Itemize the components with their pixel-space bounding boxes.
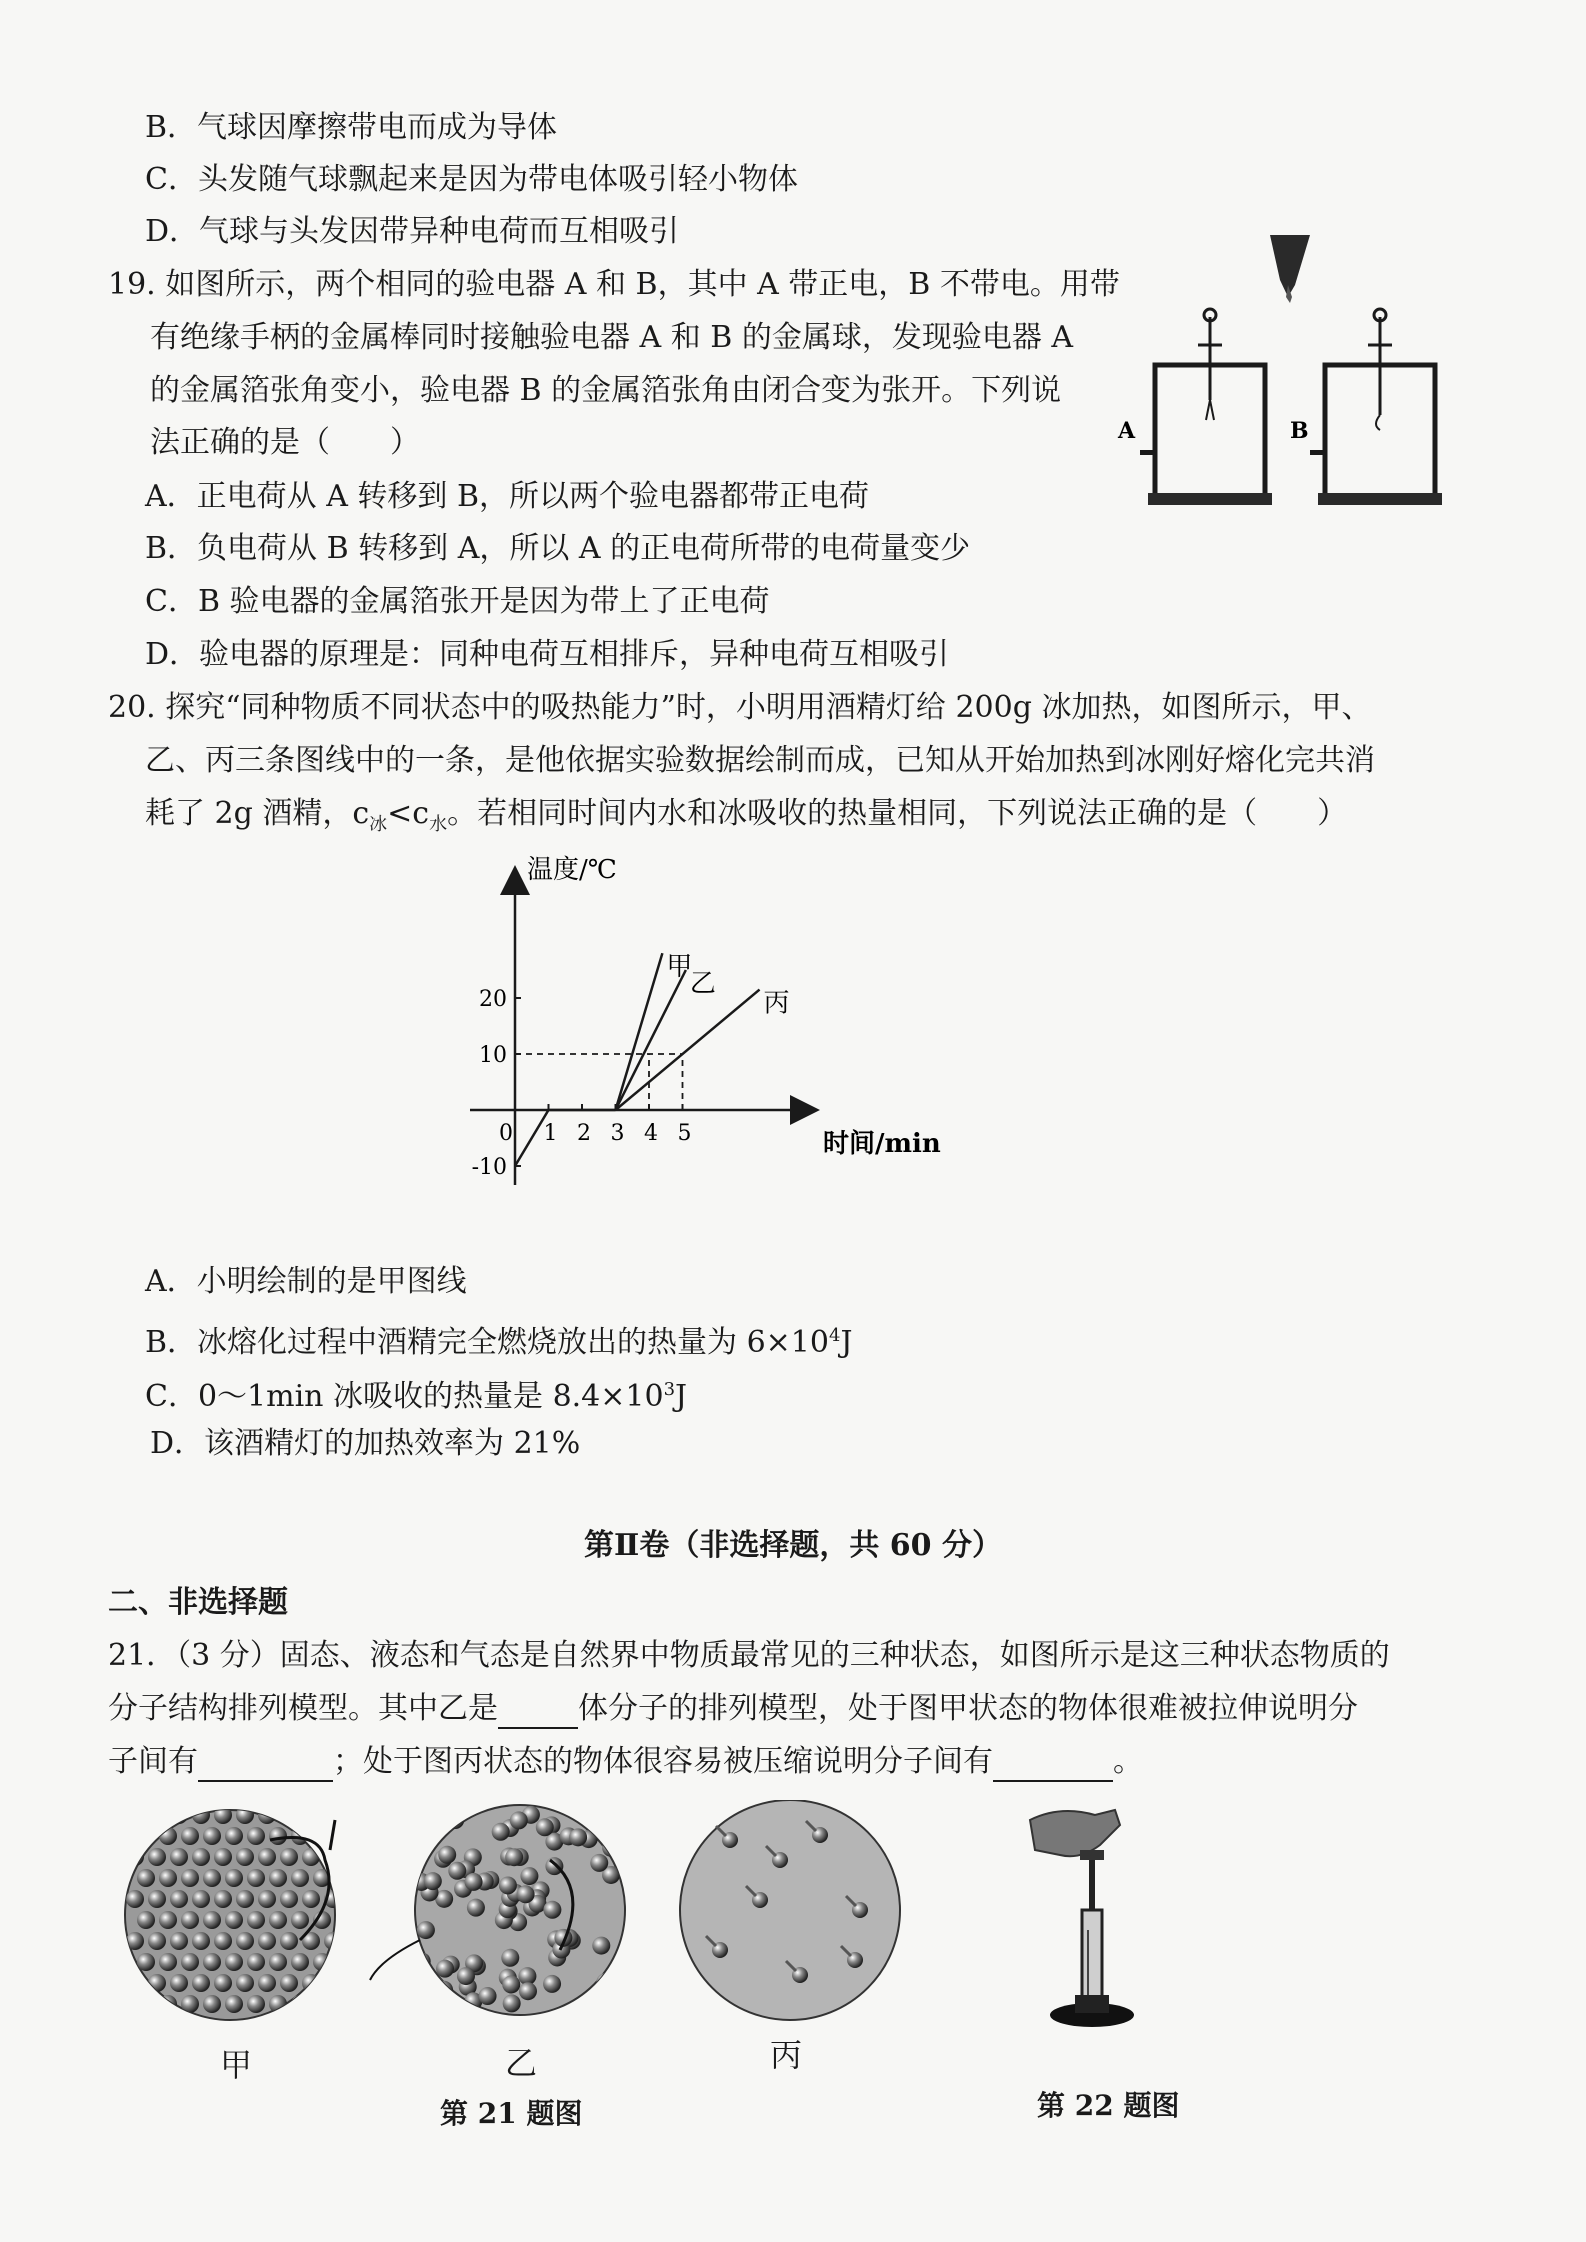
molecule-ball xyxy=(313,1995,331,2013)
molecule-ball xyxy=(269,1953,287,1971)
molecule-ball xyxy=(448,1862,466,1880)
molecule-ball xyxy=(324,1974,342,1992)
molecule-ball xyxy=(258,1932,276,1950)
x-tick-label: 3 xyxy=(610,1121,625,1146)
molecule-ball xyxy=(427,1986,445,2004)
figure-label-jia: 甲 xyxy=(220,2046,253,2084)
molecule-ball xyxy=(203,1953,221,1971)
gas-model xyxy=(680,1800,900,2020)
molecule-ball xyxy=(424,1872,442,1890)
molecule-ball xyxy=(445,1998,463,2016)
liquid-model xyxy=(370,1801,625,2017)
molecule-ball xyxy=(291,1911,309,1929)
molecule-ball xyxy=(137,1953,155,1971)
molecule-ball xyxy=(258,1974,276,1992)
x-axis-label: 时间/min xyxy=(823,1129,941,1159)
molecule-ball xyxy=(510,1811,528,1829)
molecule-ball xyxy=(258,1848,276,1866)
molecule-ball xyxy=(126,1806,144,1824)
molecule-ball xyxy=(416,1832,434,1850)
x-tick-label: 1 xyxy=(543,1121,558,1146)
molecule-ball xyxy=(280,1848,298,1866)
molecule-ball xyxy=(192,1974,210,1992)
electroscope-b xyxy=(1310,309,1442,505)
answer-blank-1[interactable] xyxy=(498,1697,578,1729)
molecule-ball xyxy=(214,1974,232,1992)
molecule-ball xyxy=(203,1869,221,1887)
series-line-3 xyxy=(616,990,760,1110)
molecule-ball xyxy=(148,1848,166,1866)
answer-blank-3[interactable] xyxy=(993,1750,1113,1782)
molecule-ball xyxy=(536,1818,554,1836)
molecule-ball xyxy=(335,1869,353,1887)
molecule-ball xyxy=(192,1890,210,1908)
molecule-ball xyxy=(236,1806,254,1824)
q19-option-d: D．验电器的原理是：同种电荷互相排斥，异种电荷互相吸引 xyxy=(145,637,950,672)
molecule-ball xyxy=(291,1953,309,1971)
x-tick-label: 2 xyxy=(577,1121,591,1146)
molecule-ball xyxy=(569,1828,587,1846)
molecule-ball xyxy=(181,1953,199,1971)
molecule-ball xyxy=(436,1960,454,1978)
q19-option-b: B．负电荷从 B 转移到 A，所以 A 的正电荷所带的电荷量变少 xyxy=(145,531,971,566)
molecule-ball xyxy=(426,1977,444,1995)
molecule-ball xyxy=(269,1869,287,1887)
molecule-ball xyxy=(543,1901,561,1919)
molecule-ball xyxy=(291,1869,309,1887)
molecule-ball xyxy=(429,1999,447,2017)
molecule-ball xyxy=(170,1848,188,1866)
molecule-ball xyxy=(236,1890,254,1908)
q19-stem-line-1: 19. 如图所示，两个相同的验电器 A 和 B，其中 A 带正电，B 不带电。用带 xyxy=(108,267,1120,302)
q20-option-d: D．该酒精灯的加热效率为 21% xyxy=(150,1426,581,1461)
temperature-time-chart xyxy=(470,840,1090,1240)
molecule-ball xyxy=(258,1806,276,1824)
label-a: A xyxy=(1118,418,1136,444)
molecule-ball xyxy=(203,1995,221,2013)
molecule-ball xyxy=(427,1805,445,1823)
q19-option-a: A．正电荷从 A 转移到 B，所以两个验电器都带正电荷 xyxy=(145,479,869,514)
molecule-ball xyxy=(302,1806,320,1824)
molecule-ball xyxy=(499,1876,517,1894)
molecule-ball xyxy=(170,1806,188,1824)
x-tick-label: 0 xyxy=(499,1121,513,1146)
q19-option-c: C．B 验电器的金属箔张开是因为带上了正电荷 xyxy=(145,584,770,619)
q20-stem-line-3: 耗了 2g 酒精，$c_冰<c_水$。若相同时间内水和冰吸收的热量相同，下列说法正确的是（ ） xyxy=(145,796,1348,835)
molecule-ball xyxy=(148,1932,166,1950)
molecule-ball xyxy=(236,1848,254,1866)
series-line-0 xyxy=(515,1110,616,1166)
molecule-ball xyxy=(214,1848,232,1866)
molecule-ball xyxy=(236,1974,254,1992)
electroscope-a xyxy=(1140,309,1272,505)
molecule-ball xyxy=(170,1890,188,1908)
molecule-ball xyxy=(280,1806,298,1824)
molecule-ball xyxy=(126,1890,144,1908)
molecule-ball xyxy=(203,1827,221,1845)
section-heading: 二、非选择题 xyxy=(108,1585,288,1620)
molecule-ball xyxy=(170,1974,188,1992)
molecule-ball xyxy=(501,1949,519,1967)
molecule-ball xyxy=(302,1848,320,1866)
molecule-ball xyxy=(148,1974,166,1992)
molecule-ball xyxy=(583,1995,601,2013)
x-tick-label: 5 xyxy=(677,1121,692,1146)
molecule-ball xyxy=(324,1806,342,1824)
molecule-ball xyxy=(192,1848,210,1866)
molecule-ball xyxy=(148,1890,166,1908)
label-b: B xyxy=(1290,418,1309,444)
molecule-ball xyxy=(269,1827,287,1845)
molecule-ball xyxy=(225,1827,243,1845)
molecule-ball xyxy=(457,1967,475,1985)
molecule-ball xyxy=(599,1995,617,2013)
q20-stem-line-2: 乙、丙三条图线中的一条，是他依据实验数据绘制而成，已知从开始加热到冰刚好熔化完共消 xyxy=(145,743,1375,778)
molecule-ball xyxy=(159,1869,177,1887)
molecule-ball xyxy=(159,1995,177,2013)
molecule-ball xyxy=(236,1932,254,1950)
q19-stem-line-3: 的金属箔张角变小，验电器 B 的金属箔张角由闭合变为张开。下列说 xyxy=(150,373,1062,408)
molecule-ball xyxy=(520,1867,538,1885)
molecule-ball xyxy=(192,1932,210,1950)
molecule-ball xyxy=(324,1932,342,1950)
x-tick-label: 4 xyxy=(644,1121,658,1146)
y-tick-label: 20 xyxy=(479,987,507,1012)
molecule-ball xyxy=(280,1932,298,1950)
molecule-model-figure xyxy=(120,1800,920,2030)
molecule-ball xyxy=(592,1937,610,1955)
molecule-ball xyxy=(335,1827,353,1845)
figure-21-caption: 第 21 题图 xyxy=(440,2097,583,2130)
electroscope-figure xyxy=(1110,225,1470,515)
molecule-ball xyxy=(258,1890,276,1908)
molecule-ball xyxy=(519,1982,537,2000)
molecule-ball xyxy=(126,1974,144,1992)
molecule-ball xyxy=(428,1815,446,1833)
molecule-ball xyxy=(467,1899,485,1917)
molecule-ball xyxy=(137,1995,155,2013)
q20-option-a: A．小明绘制的是甲图线 xyxy=(145,1264,467,1299)
molecule-ball xyxy=(417,1921,435,1939)
molecule-ball xyxy=(214,1932,232,1950)
molecule-ball xyxy=(247,1995,265,2013)
series-label: 甲 xyxy=(666,952,693,983)
air-pump-figure xyxy=(1020,1800,1180,2040)
q20-stem-line-1: 20. 探究“同种物质不同状态中的吸热能力”时，小明用酒精灯给 200g 冰加热，如图所示，甲、 xyxy=(108,690,1372,725)
molecule-ball xyxy=(181,1911,199,1929)
molecule-ball xyxy=(590,1854,608,1872)
molecule-ball xyxy=(545,1857,563,1875)
molecule-ball xyxy=(505,1848,523,1866)
molecule-ball xyxy=(247,1869,265,1887)
q19-stem-line-2: 有绝缘手柄的金属棒同时接触验电器 A 和 B 的金属球，发现验电器 A xyxy=(150,320,1074,355)
molecule-ball xyxy=(302,1890,320,1908)
molecule-ball xyxy=(503,1994,521,2012)
molecule-ball xyxy=(280,1890,298,1908)
figure-label-yi: 乙 xyxy=(505,2044,538,2082)
y-tick-label: 10 xyxy=(479,1043,507,1068)
molecule-ball xyxy=(247,1953,265,1971)
molecule-ball xyxy=(148,1806,166,1824)
molecule-ball xyxy=(543,1975,561,1993)
molecule-ball xyxy=(502,1975,520,1993)
molecule-ball xyxy=(313,1953,331,1971)
solid-model xyxy=(125,1806,353,2020)
molecule-ball xyxy=(181,1827,199,1845)
q20-option-b: B．冰熔化过程中酒精完全燃烧放出的热量为 $6\times 10^4J$ xyxy=(145,1325,853,1360)
molecule-ball xyxy=(438,1846,456,1864)
molecule-ball xyxy=(291,1995,309,2013)
part-2-title: 第Ⅱ卷（非选择题，共 60 分） xyxy=(584,1528,1002,1563)
molecule-ball xyxy=(214,1806,232,1824)
molecule-ball xyxy=(247,1911,265,1929)
q20-option-c: C．0～1min 冰吸收的热量是 $8.4\times 10^3J$ xyxy=(145,1379,688,1414)
molecule-ball xyxy=(280,1974,298,1992)
molecule-ball xyxy=(465,1873,483,1891)
molecule-ball xyxy=(126,1932,144,1950)
y-tick-label: -10 xyxy=(471,1155,507,1180)
molecule-ball xyxy=(479,1987,497,2005)
molecule-ball xyxy=(269,1911,287,1929)
molecule-ball xyxy=(335,1953,353,1971)
q18-option-b: B．气球因摩擦带电而成为导体 xyxy=(145,110,558,145)
molecule-ball xyxy=(181,1869,199,1887)
molecule-ball xyxy=(444,1801,462,1819)
molecule-ball xyxy=(192,1806,210,1824)
molecule-ball xyxy=(225,1911,243,1929)
molecule-ball xyxy=(492,1823,510,1841)
figure-label-bing: 丙 xyxy=(770,2036,803,2074)
series-label: 丙 xyxy=(763,988,790,1019)
molecule-ball xyxy=(137,1911,155,1929)
molecule-ball xyxy=(225,1953,243,1971)
molecule-ball xyxy=(335,1911,353,1929)
molecule-ball xyxy=(214,1890,232,1908)
molecule-ball xyxy=(225,1869,243,1887)
q21-stem-line-2: 分子结构排列模型。其中乙是 体分子的排列模型，处于图甲状态的物体很难被拉伸说明分 xyxy=(108,1689,1358,1729)
figure-22-caption: 第 22 题图 xyxy=(1037,2089,1180,2122)
q18-option-d: D．气球与头发因带异种电荷而互相吸引 xyxy=(145,214,680,249)
molecule-ball xyxy=(335,1995,353,2013)
molecule-ball xyxy=(596,1973,614,1991)
q21-stem-line-3: 子间有 ；处于图丙状态的物体很容易被压缩说明分子间有 。 xyxy=(108,1742,1143,1782)
molecule-ball xyxy=(269,1995,287,2013)
molecule-ball xyxy=(137,1827,155,1845)
molecule-ball xyxy=(170,1932,188,1950)
series-label: 乙 xyxy=(689,969,716,999)
molecule-ball xyxy=(247,1827,265,1845)
q18-option-c: C．头发随气球飘起来是因为带电体吸引轻小物体 xyxy=(145,162,798,197)
molecule-ball xyxy=(225,1995,243,2013)
answer-blank-2[interactable] xyxy=(198,1750,333,1782)
molecule-ball xyxy=(203,1911,221,1929)
molecule-ball xyxy=(159,1911,177,1929)
y-axis-label: 温度/℃ xyxy=(527,855,617,885)
molecule-ball xyxy=(427,1977,445,1995)
molecule-ball xyxy=(137,1869,155,1887)
q19-stem-line-4: 法正确的是（ ） xyxy=(150,425,420,460)
molecule-ball xyxy=(159,1953,177,1971)
molecule-ball xyxy=(517,1885,535,1903)
q21-stem-line-1: 21．（3 分）固态、液态和气态是自然界中物质最常见的三种状态，如图所示是这三种状态物质的 xyxy=(108,1638,1390,1673)
